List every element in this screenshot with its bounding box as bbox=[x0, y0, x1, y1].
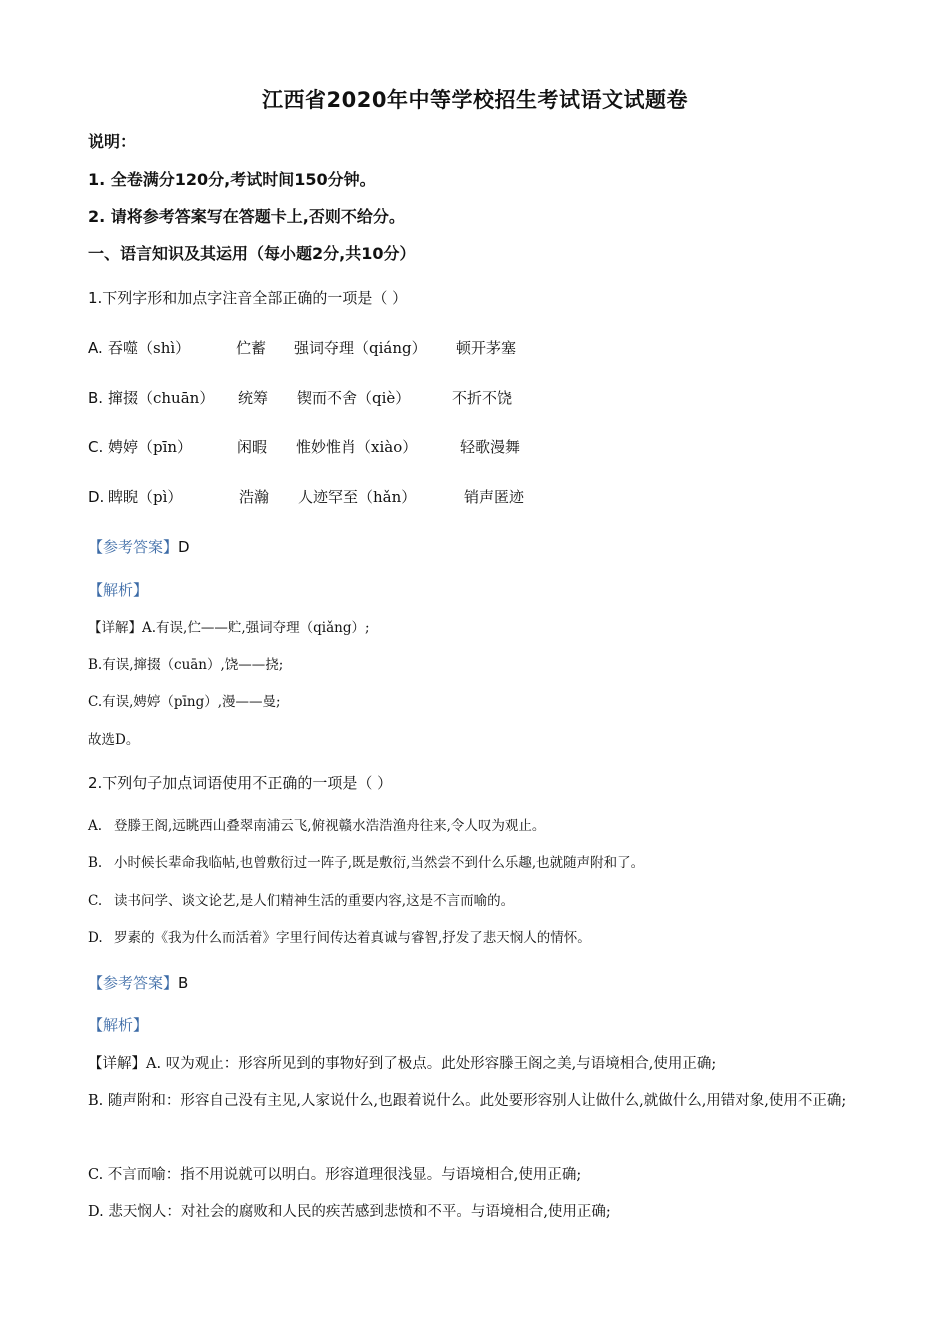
option-text: 罗素的《我为什么而活着》字里行间传达着真诚与睿智,抒发了悲天悯人的情怀。 bbox=[114, 930, 591, 946]
option-term-1: 吞噬（shì） bbox=[108, 339, 191, 357]
option-text: 登滕王阁,远眺西山叠翠南浦云飞,俯视赣水浩浩渔舟往来,令人叹为观止。 bbox=[114, 818, 546, 834]
q1-option-a bbox=[88, 338, 516, 358]
q1-detail-4: 故选D。 bbox=[88, 732, 140, 748]
option-term-4: 轻歌漫舞 bbox=[460, 438, 521, 456]
option-term-3: 人迹罕至（hǎn） bbox=[298, 488, 417, 506]
q1-option-b bbox=[88, 388, 512, 408]
q1-option-c bbox=[88, 437, 520, 457]
q2-detail-2: B. 随声附和：形容自己没有主见,人家说什么,也跟着说什么。此处要形容别人让做什么,就做什么,用错对象,使用不正确; bbox=[88, 1093, 847, 1109]
answer-value: B bbox=[178, 974, 189, 992]
q2-detail-3: C. 不言而喻：指不用说就可以明白。形容道理很浅显。与语境相合,使用正确; bbox=[88, 1167, 582, 1183]
option-term-2: 浩瀚 bbox=[239, 488, 270, 506]
q1-detail-2: B.有误,撺掇（cuān）,饶——挠; bbox=[88, 657, 284, 673]
q2-detail-4: D. 悲天悯人：对社会的腐败和人民的疾苦感到悲愤和不平。与语境相合,使用正确; bbox=[88, 1204, 611, 1220]
instruction-item-1: 1. 全卷满分120分,考试时间150分钟。 bbox=[88, 170, 376, 189]
option-term-1: 睥睨（pì） bbox=[108, 488, 183, 506]
option-term-2: 闲暇 bbox=[237, 438, 268, 456]
option-term-3: 锲而不舍（qiè） bbox=[297, 389, 411, 407]
q2-stem-text: 2.下列句子加点词语使用不正确的一项是（ ） bbox=[88, 774, 393, 792]
option-term-2: 伫蓄 bbox=[236, 339, 267, 357]
answer-label: 【参考答案】 bbox=[88, 538, 179, 556]
option-label: B. bbox=[88, 855, 103, 871]
option-label: A. bbox=[88, 339, 103, 357]
option-label: D. bbox=[88, 930, 103, 946]
q2-option-a bbox=[88, 816, 545, 836]
q2-option-c bbox=[88, 891, 514, 911]
option-term-4: 不折不饶 bbox=[452, 389, 513, 407]
q1-answer bbox=[88, 537, 190, 557]
option-term-4: 销声匿迹 bbox=[464, 488, 525, 506]
option-term-4: 顿开茅塞 bbox=[456, 339, 517, 357]
option-term-3: 惟妙惟肖（xiào） bbox=[296, 438, 418, 456]
instructions-heading: 说明： bbox=[88, 132, 137, 151]
option-label: C. bbox=[88, 893, 103, 909]
option-label: B. bbox=[88, 389, 104, 407]
option-term-1: 娉婷（pīn） bbox=[108, 438, 193, 456]
option-text: 小时候长辈命我临帖,也曾敷衍过一阵子,既是敷衍,当然尝不到什么乐趣,也就随声附和了。 bbox=[114, 855, 645, 871]
page-title: 江西省2020年中等学校招生考试语文试题卷 bbox=[262, 88, 688, 112]
option-label: C. bbox=[88, 438, 104, 456]
q2-stem bbox=[88, 773, 392, 793]
q2-answer bbox=[88, 973, 188, 993]
answer-value: D bbox=[178, 538, 190, 556]
q2-option-d bbox=[88, 928, 591, 948]
option-term-1: 撺掇（chuān） bbox=[108, 389, 215, 407]
option-label: A. bbox=[88, 818, 103, 834]
q1-detail-1: 【详解】A.有误,伫——贮,强词夺理（qiǎng）; bbox=[88, 620, 370, 636]
option-label: D. bbox=[88, 488, 105, 506]
section-1-heading: 一、语言知识及其运用（每小题2分,共10分） bbox=[88, 244, 416, 263]
q2-analysis-label: 【解析】 bbox=[88, 1016, 149, 1034]
q1-stem-text: 1.下列字形和加点字注音全部正确的一项是（ ） bbox=[88, 289, 408, 307]
answer-label: 【参考答案】 bbox=[88, 974, 179, 992]
q1-stem bbox=[88, 288, 407, 308]
q1-analysis-label: 【解析】 bbox=[88, 581, 149, 599]
q2-option-b bbox=[88, 853, 644, 873]
q2-detail-1: 【详解】A. 叹为观止：形容所见到的事物好到了极点。此处形容滕王阁之美,与语境相合,使用正确; bbox=[88, 1056, 717, 1072]
q1-option-d bbox=[88, 487, 524, 507]
option-text: 读书问学、谈文论艺,是人们精神生活的重要内容,这是不言而喻的。 bbox=[114, 893, 515, 909]
option-term-3: 强词夺理（qiáng） bbox=[294, 339, 427, 357]
instruction-item-2: 2. 请将参考答案写在答题卡上,否则不给分。 bbox=[88, 207, 405, 226]
option-term-2: 统筹 bbox=[238, 389, 269, 407]
q1-detail-3: C.有误,娉婷（pīng）,漫——曼; bbox=[88, 694, 281, 710]
